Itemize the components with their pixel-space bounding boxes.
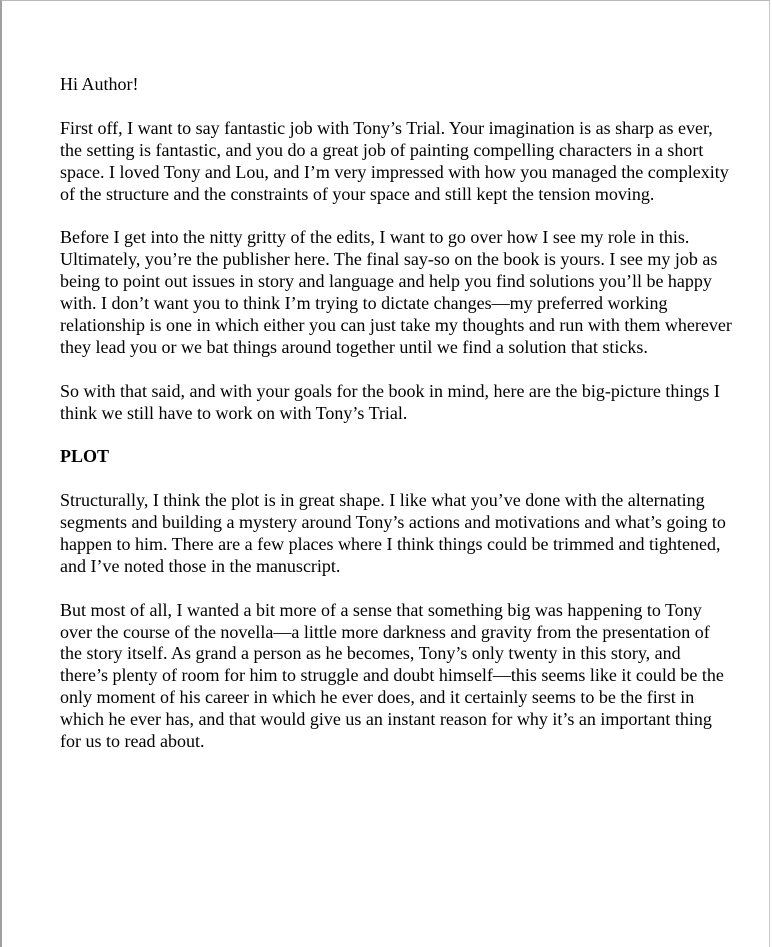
section-heading-plot: PLOT — [60, 446, 110, 467]
paragraph-plot-darkness: But most of all, I wanted a bit more of a sense that something big was happening to Tony over the course of the novella—a little more darkness and gravity from the presentation of the story itself. As grand a person as he becomes, Tony’s only twenty in this story, and there’s plenty of room for him to struggle and doubt himself—this seems like it could be the only moment of his career in which he ever does, and it certainly seems to be the first in which he ever has, and that would give us an instant reason for why it’s an important thing for us to read about. — [60, 599, 724, 752]
greeting: Hi Author! — [60, 74, 139, 94]
paragraph-plot-structure: Structurally, I think the plot is in great shape. I like what you’ve done with the alternating segments and building a mystery around Tony’s actions and motivations and what’s going to happen to him. There are a few places where I think things could be trimmed and tightened, and I’ve noted those in the manuscript. — [60, 490, 726, 576]
paragraph-goals: So with that said, and with your goals for the book in mind, here are the big-picture things I think we still have to work on with Tony’s Trial. — [60, 380, 720, 423]
paragraph-role: Before I get into the nitty gritty of the edits, I want to go over how I see my role in this. Ultimately, you’re the publisher here. The final say-so on the book is yours. I see my job as being to point out issues in story and language and help you find solutions you’ll be happy with. I don’t want you to think I’m trying to dictate changes—my preferred working relationship is one in which either you can just take my thoughts and run with them wherever they lead you or we bat things around together until we find a solution that sticks. — [60, 227, 732, 357]
paragraph-intro: First off, I want to say fantastic job with Tony’s Trial. Your imagination is as sharp as ever, the setting is fantastic, and you do a great job of painting compelling characters in a short space. I loved Tony and Lou, and I’m very impressed with how you managed the complexity of the structure and the constraints of your space and still kept the tension moving. — [60, 117, 729, 204]
document-body[interactable] — [60, 74, 732, 775]
